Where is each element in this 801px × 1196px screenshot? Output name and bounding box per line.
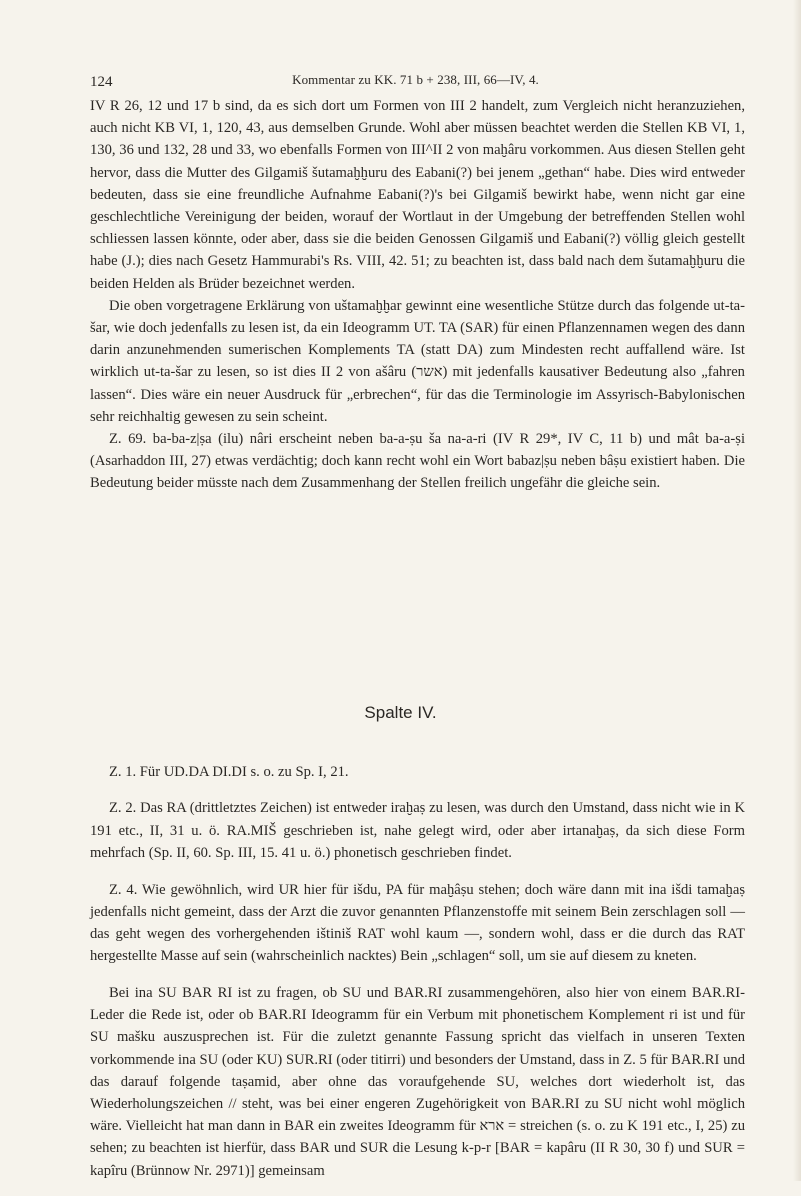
paragraph: IV R 26, 12 und 17 b sind, da es sich dort um Formen von III 2 handelt, zum Vergleich nicht heranzuziehen, auch nicht KB VI, 1, 120, 43, aus demselben Grunde. Wohl aber müssen beachtet werden die Stellen KB VI, 1, 130, 36 und 132, 28 und 33, wo ebenfalls Formen von III^II 2 von maḫâru vorkommen. Aus diesen Stellen geht hervor, dass die Mutter des Gilgamiš šutamaḫḫuru des Eabani(?) bei jenem „gethan“ habe. Dies wird entweder bedeuten, dass sie eine freundliche Aufnahme Eabani(?)'s bei Gilgamiš bewirkt habe, wenn nicht gar eine geschlechtliche Vereinigung der beiden, worauf der Wortlaut in der Umgebung der betreffenden Stellen wohl schliessen lassen könnte, oder aber, dass sie die beiden Genossen Gilgamiš und Eabani(?) völlig gleich gestellt habe (J.); dies nach Gesetz Hammurabi's Rs. VIII, 42. 51; zu beachten ist, dass bald nach dem šutamaḫḫuru die beiden Helden als Brüder bezeichnet werden. [90, 98, 745, 292]
page-number: 124 [90, 74, 113, 90]
commentary-body-col4 [90, 746, 745, 1196]
commentary-body-col3 [90, 95, 745, 495]
section-heading: Spalte IV. [364, 703, 437, 722]
paragraph: Z. 4. Wie gewöhnlich, wird UR hier für išdu, PA für maḫâṣu stehen; doch wäre dann mit ina išdi tamaḫaṣ jedenfalls nicht gemeint, dass der Arzt die zuvor genannten Pflanzenstoffe mit seinem Bein zerschlagen soll — das geht wegen des vorhergehenden ištiniš RAT wohl kaum —, sondern wohl, dass er die durch das RAT hergestellte Masse auf sein (wahrscheinlich nacktes) Bein „schlagen“ soll, um sie auf diesem zu kneten. [90, 881, 745, 965]
paragraph: Z. 69. ba-ba-z|ṣa (ilu) nâri erscheint neben ba-a-ṣu ša na-a-ri (IV R 29*, IV C, 11 b) und mât ba-a-ṣi (Asarhaddon III, 27) etwas verdächtig; doch kann recht wohl ein Wort babaz|ṣu neben bâṣu existiert haben. Die Bedeutung beider müsste nach dem Zusammenhang der Stellen freilich ungefähr die gleiche sein. [90, 431, 745, 492]
page-edge-shadow [793, 0, 801, 1181]
running-head: Kommentar zu KK. 71 b + 238, III, 66—IV, 4. [292, 72, 539, 87]
paragraph: Z. 1. Für UD.DA DI.DI s. o. zu Sp. I, 21. [109, 763, 349, 780]
paragraph: Bei ina SU BAR RI ist zu fragen, ob SU und BAR.RI zusammengehören, also hier von einem BAR.RI-Leder die Rede ist, oder ob BAR.RI Ideogramm für ein Verbum mit phonetischem Komplement ri ist und für SU mašku auszusprechen ist. Für die zuletzt genannte Fassung spricht das vielfach in unseren Texten vorkommende ina SU (oder KU) SUR.RI (oder titirri) und besonders der Umstand, dass in Z. 5 für BAR.RI und das darauf folgende taṣamid, aber ohne das voraufgehende SU, welches dort wiederholt ist, das Wiederholungszeichen // steht, was bei einer engeren Zugehörigkeit von BAR.RI zu SU nicht wohl möglich wäre. Vielleicht hat man dann in BAR ein zweites Ideogramm für ארא = streichen (s. o. zu K 191 etc., I, 25) zu sehen; zu beachten ist hierfür, dass BAR und SUR die Lesung k-p-r [BAR = kapâru (II R 30, 30 f) und SUR = kapîru (Brünnow Nr. 2971)] gemeinsam [90, 985, 746, 1179]
paragraph: Z. 2. Das RA (drittletztes Zeichen) ist entweder iraḫaṣ zu lesen, was durch den Umstand, dass nicht wie in K 191 etc., II, 31 u. ö. RA.MIŠ geschrieben ist, nahe gelegt wird, oder aber irtanaḫaṣ, da sich diese Form mehrfach (Sp. II, 60. Sp. III, 15. 41 u. ö.) phonetisch geschrieben findet. [90, 800, 745, 861]
page-header [90, 72, 741, 92]
paragraph: Die oben vorgetragene Erklärung von uštamaḫḫar gewinnt eine wesentliche Stütze durch das folgende ut-ta-šar, wie doch jedenfalls zu lesen ist, da ein Ideogramm UT. TA (SAR) für einen Pflanzennamen wegen des dann darin anzunehmenden sumerischen Komplements TA (statt DA) zum Mindesten recht auffallend wäre. Ist wirklich ut-ta-šar zu lesen, so ist dies II 2 von ašâru (אשר) mit jedenfalls kausativer Bedeutung also „fahren lassen“. Dies wäre ein neuer Ausdruck für „erbrechen“, für das die Terminologie im Assyrisch-Babylonischen sehr reichhaltig gewesen zu sein scheint. [90, 297, 745, 425]
